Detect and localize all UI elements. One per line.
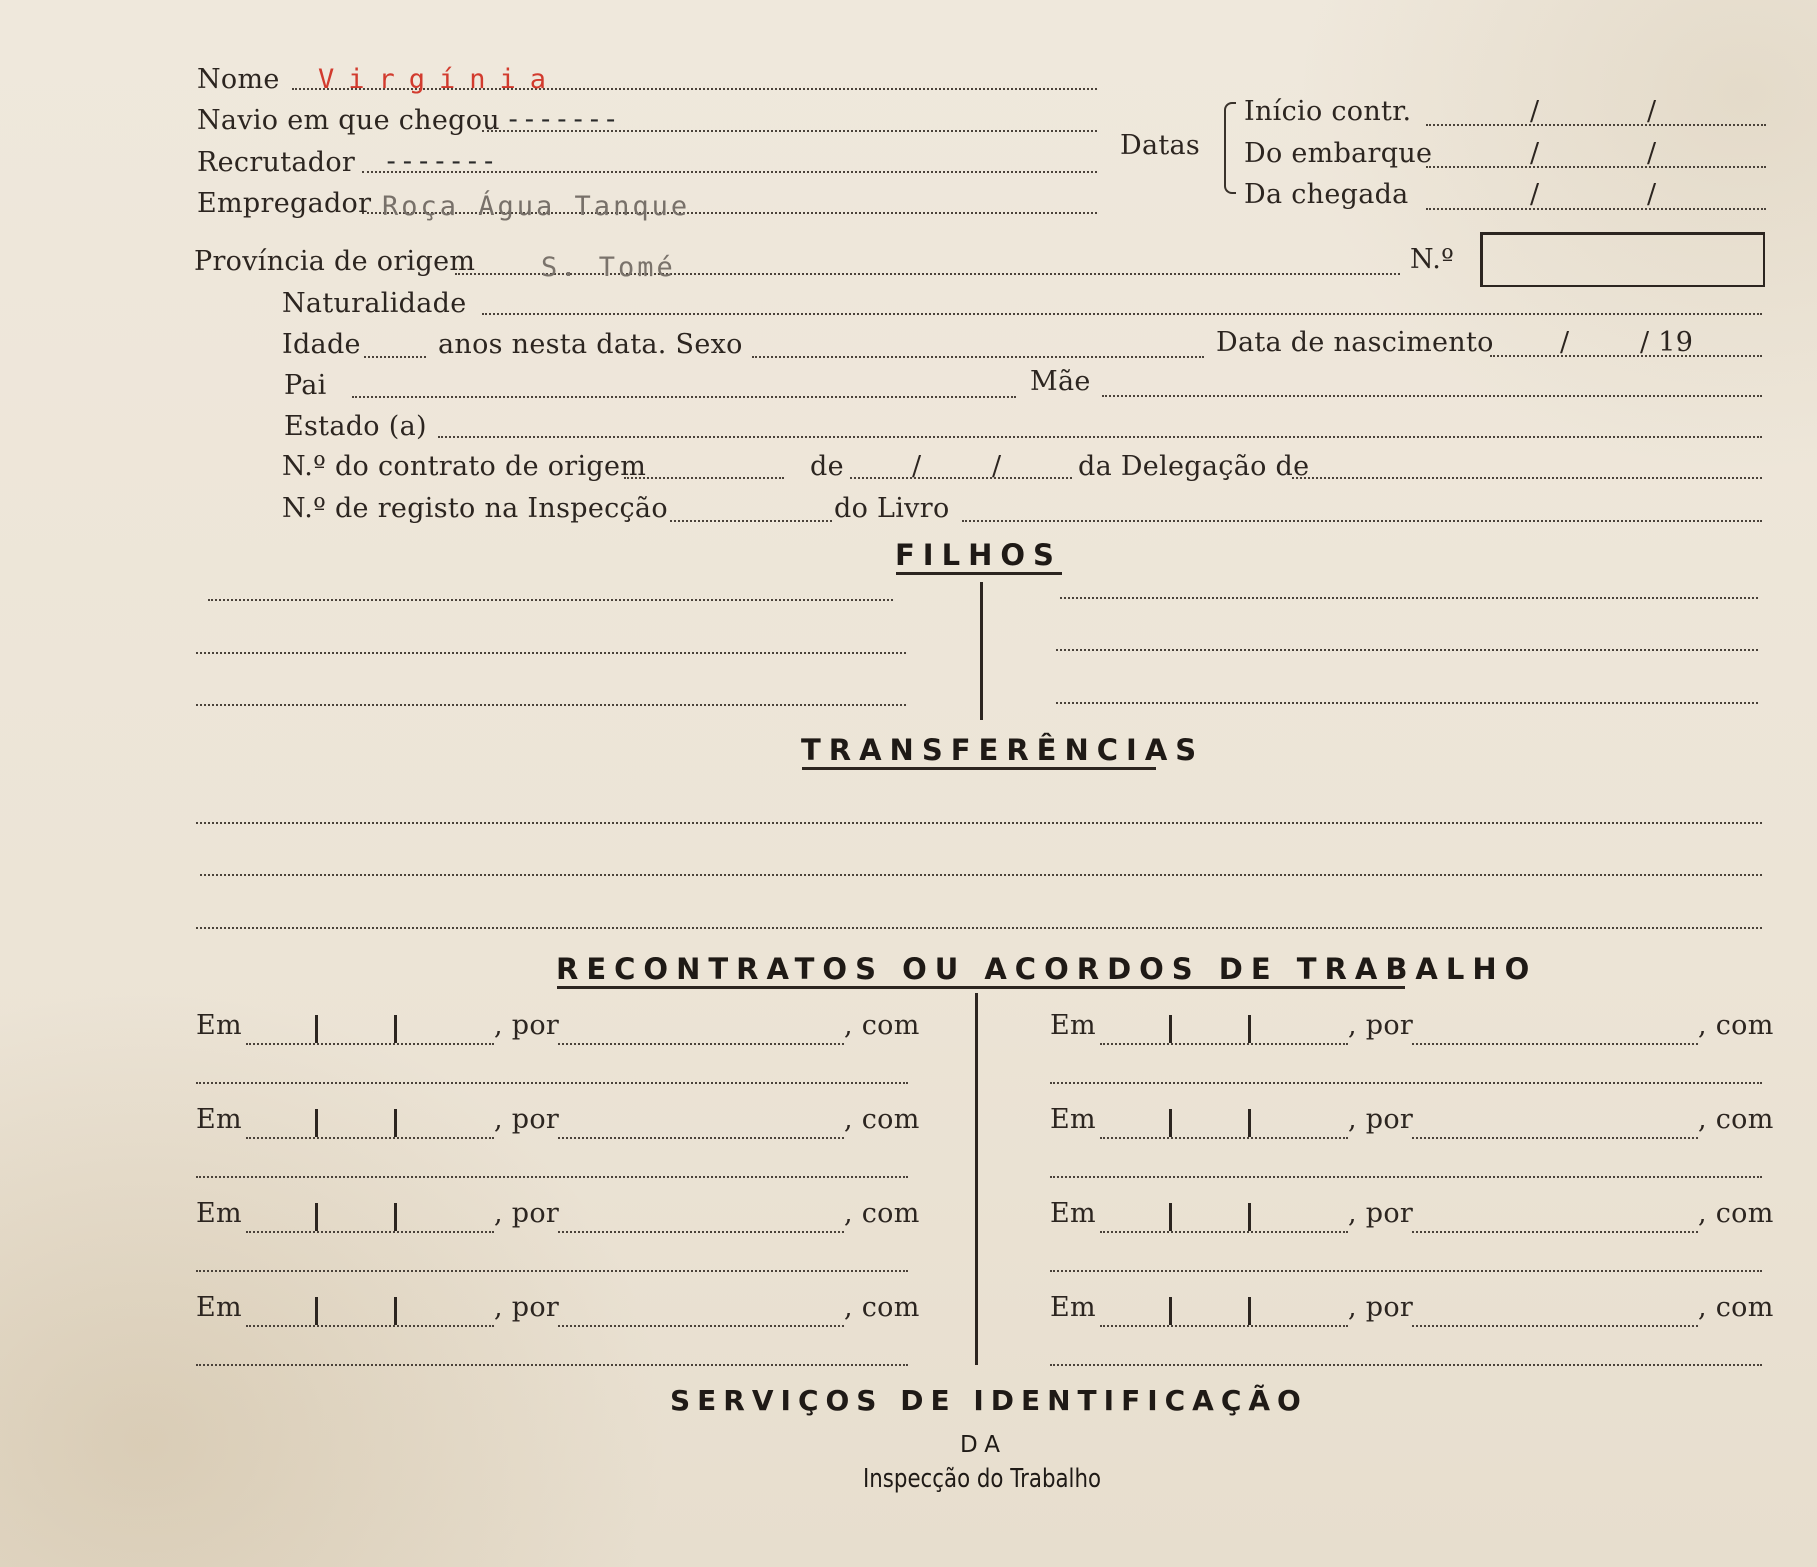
idade-line (364, 356, 426, 358)
recontrato-por-line (1412, 1231, 1698, 1233)
recontrato-por: , por (1348, 1198, 1414, 1229)
nascimento-label: Data de nascimento (1216, 327, 1494, 358)
footer-line3: Inspecção do Trabalho (863, 1464, 1102, 1494)
recontrato-date-bar-2 (394, 1203, 397, 1231)
recontrato-por: , por (494, 1292, 560, 1323)
footer-line1: SERVIÇOS DE IDENTIFICAÇÃO (670, 1384, 1308, 1417)
recontrato-em: Em (196, 1292, 242, 1323)
recontrato-date-line (246, 1137, 494, 1139)
recontratos-underline (557, 986, 1405, 989)
recontrato-por: , por (1348, 1104, 1414, 1135)
provincia-label: Província de origem (194, 246, 476, 277)
recontrato-por-line (558, 1043, 844, 1045)
chegada-label: Da chegada (1244, 179, 1409, 210)
recontrato-date-line (1100, 1231, 1348, 1233)
delegacao-line (1292, 477, 1762, 479)
filhos-line-r2 (1056, 649, 1758, 651)
transferencias-heading: TRANSFERÊNCIAS (801, 733, 1205, 767)
recrutador-value: ------- (383, 146, 497, 177)
recontrato-com: , com (844, 1010, 920, 1041)
naturalidade-line (482, 313, 1762, 315)
recontrato-com: , com (1698, 1010, 1774, 1041)
nome-value: Virgínia (318, 64, 561, 95)
recontrato-com: , com (844, 1198, 920, 1229)
transferencias-line-3 (196, 927, 1762, 929)
chegada-line (1426, 208, 1766, 210)
recontratos-divider (975, 993, 978, 1365)
filhos-divider (980, 582, 983, 720)
recontrato-date-line (1100, 1043, 1348, 1045)
recontrato-date-bar-1 (315, 1015, 318, 1043)
recontrato-line (196, 1176, 908, 1178)
contrato-slash-2: / (992, 451, 1002, 482)
transferencias-underline (802, 767, 1156, 770)
recontrato-por-line (558, 1231, 844, 1233)
datas-brace (1224, 102, 1236, 194)
recontrato-com: , com (844, 1292, 920, 1323)
nascimento-year: / 19 (1640, 327, 1694, 358)
estado-line (438, 436, 1762, 438)
inicio-slash-2: / (1647, 96, 1657, 127)
recontrato-date-line (246, 1043, 494, 1045)
recontrato-com: , com (1698, 1292, 1774, 1323)
sexo-line (752, 356, 1204, 358)
recontrato-date-line (246, 1231, 494, 1233)
embarque-label: Do embarque (1244, 138, 1433, 169)
inicio-slash-1: / (1530, 96, 1540, 127)
recontrato-line (1050, 1176, 1762, 1178)
recontrato-em: Em (196, 1198, 242, 1229)
recontrato-line (1050, 1082, 1762, 1084)
recontrato-date-bar-1 (1169, 1297, 1172, 1325)
recontrato-date-bar-2 (1248, 1109, 1251, 1137)
recontrato-date-bar-2 (1248, 1015, 1251, 1043)
idade-label: Idade (282, 329, 361, 360)
transferencias-line-1 (196, 822, 1762, 824)
delegacao-label: da Delegação de (1078, 451, 1310, 482)
recontrato-line (1050, 1364, 1762, 1366)
recontrato-por: , por (1348, 1292, 1414, 1323)
numero-box (1480, 232, 1765, 287)
registo-line (670, 520, 832, 522)
recontrato-date-bar-1 (315, 1203, 318, 1231)
contrato-date-line (850, 477, 1072, 479)
recontrato-date-bar-1 (1169, 1015, 1172, 1043)
pai-label: Pai (284, 370, 327, 401)
recontrato-por-line (558, 1325, 844, 1327)
nascimento-slash: / (1560, 327, 1570, 358)
navio-value: ------- (505, 104, 619, 135)
contrato-label: N.º do contrato de origem (282, 451, 647, 482)
filhos-line-r1 (1060, 597, 1758, 599)
recontrato-date-bar-2 (1248, 1203, 1251, 1231)
filhos-line-l1 (208, 599, 893, 601)
recontrato-por: , por (494, 1010, 560, 1041)
filhos-line-l3 (196, 704, 906, 706)
recontrato-em: Em (1050, 1010, 1096, 1041)
estado-label: Estado (a) (284, 411, 427, 442)
recontrato-line (196, 1364, 908, 1366)
anos-sexo-label: anos nesta data. Sexo (438, 329, 743, 360)
recrutador-label: Recrutador (197, 147, 356, 178)
recontrato-line (196, 1270, 908, 1272)
recontrato-por-line (558, 1137, 844, 1139)
recontrato-por: , por (494, 1104, 560, 1135)
recontrato-por-line (1412, 1043, 1698, 1045)
contrato-slash-1: / (912, 451, 922, 482)
chegada-slash-1: / (1530, 179, 1540, 210)
embarque-line (1426, 166, 1766, 168)
recontrato-date-bar-1 (315, 1297, 318, 1325)
empregador-label: Empregador (197, 188, 372, 219)
recontrato-por: , por (494, 1198, 560, 1229)
livro-label: do Livro (834, 493, 950, 524)
filhos-heading: FILHOS (895, 538, 1062, 572)
recontrato-por-line (1412, 1137, 1698, 1139)
recontrato-com: , com (844, 1104, 920, 1135)
mae-line (1102, 395, 1762, 397)
nascimento-line (1490, 355, 1762, 357)
registo-label: N.º de registo na Inspecção (282, 493, 668, 524)
embarque-slash-1: / (1530, 138, 1540, 169)
recontrato-date-bar-2 (1248, 1297, 1251, 1325)
embarque-slash-2: / (1647, 138, 1657, 169)
filhos-line-l2 (196, 652, 906, 654)
livro-line (962, 520, 1762, 522)
recontrato-por: , por (1348, 1010, 1414, 1041)
recontrato-em: Em (1050, 1198, 1096, 1229)
mae-label: Mãe (1030, 366, 1091, 397)
naturalidade-label: Naturalidade (282, 288, 467, 319)
inicio-line (1426, 124, 1766, 126)
contrato-de: de (810, 451, 844, 482)
pai-line (352, 396, 1016, 398)
numero-label: N.º (1410, 244, 1455, 275)
contrato-line (624, 477, 784, 479)
provincia-value: S. Tomé (541, 252, 676, 283)
recontrato-date-bar-2 (394, 1109, 397, 1137)
recontrato-date-bar-1 (1169, 1109, 1172, 1137)
recontrato-line (1050, 1270, 1762, 1272)
recontrato-date-bar-1 (1169, 1203, 1172, 1231)
recontrato-com: , com (1698, 1104, 1774, 1135)
recontratos-heading: RECONTRATOS OU ACORDOS DE TRABALHO (556, 952, 1538, 986)
navio-label: Navio em que chegou (197, 105, 500, 136)
recontrato-date-line (246, 1325, 494, 1327)
recontrato-em: Em (1050, 1104, 1096, 1135)
recontrato-em: Em (196, 1010, 242, 1041)
filhos-underline (896, 572, 1062, 575)
recontrato-por-line (1412, 1325, 1698, 1327)
recontrato-date-bar-1 (315, 1109, 318, 1137)
chegada-slash-2: / (1647, 179, 1657, 210)
footer-line2: DA (960, 1432, 1008, 1458)
recontrato-date-bar-2 (394, 1297, 397, 1325)
transferencias-line-2 (200, 874, 1762, 876)
nome-label: Nome (197, 64, 280, 95)
recontrato-date-line (1100, 1325, 1348, 1327)
recontrato-em: Em (1050, 1292, 1096, 1323)
recontrato-line (196, 1082, 908, 1084)
filhos-line-r3 (1056, 702, 1758, 704)
datas-label: Datas (1120, 130, 1201, 161)
recontrato-date-bar-2 (394, 1015, 397, 1043)
recontrato-com: , com (1698, 1198, 1774, 1229)
recontrato-date-line (1100, 1137, 1348, 1139)
recontrato-em: Em (196, 1104, 242, 1135)
inicio-label: Início contr. (1244, 96, 1412, 127)
empregador-value: Roça Água Tanque (382, 191, 691, 222)
